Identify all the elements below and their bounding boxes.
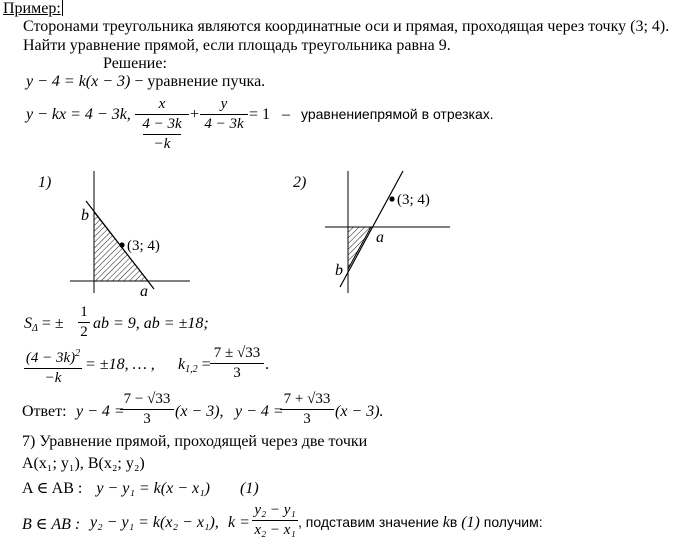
- k-subscript: 1,2: [185, 364, 198, 375]
- answer-label: Ответ:: [22, 403, 67, 420]
- b-k-equals: k =: [228, 514, 250, 531]
- points-ab: A(x₁; y₁), B(x₂; y₂): [22, 455, 145, 472]
- figure-1-point-label: (3; 4): [127, 238, 160, 254]
- answer-1-left: y − 4 =: [76, 403, 125, 420]
- section-7-heading: 7) Уравнение прямой, проходящей через две точки: [22, 433, 368, 450]
- pencil-description: − уравнение пучка.: [134, 73, 266, 90]
- answer-2-right: (x − 3).: [335, 403, 384, 420]
- k-numerator: 7 ± √33: [213, 345, 261, 361]
- answer-2-fraction: [280, 391, 334, 428]
- k-fraction: [210, 345, 264, 382]
- b-k-numerator: y₂ − y₁: [254, 502, 296, 518]
- answer-1-fraction: [120, 391, 174, 428]
- area-rest: ab = 9, ab = ±18;: [93, 315, 209, 332]
- answer-2-left: y − 4 =: [235, 403, 284, 420]
- figure-1-number: 1): [38, 174, 52, 191]
- sq-denominator: −k: [44, 370, 62, 386]
- answer-2-bar: [280, 409, 334, 410]
- answer-1-numerator: 7 − √33: [123, 391, 171, 407]
- fraction-x-inner-bar: [143, 134, 181, 135]
- problem-line-2: Найти уравнение прямой, если площадь треугольника равна 9.: [23, 37, 451, 54]
- half-fraction: [78, 304, 90, 341]
- text-cursor: [62, 0, 63, 16]
- sq-bar: [24, 368, 82, 369]
- figure-2-label-b: b: [335, 262, 343, 279]
- fraction-x-numerator: x: [158, 96, 166, 112]
- sq-fraction: [24, 345, 82, 387]
- b-tail-k: k: [442, 514, 450, 531]
- b-tail-ref: (1): [461, 514, 480, 531]
- b-tail-text: , подставим значение: [298, 514, 439, 530]
- a-in-ab-line: [22, 478, 259, 498]
- pencil-equation: y − 4 = k(x − 3): [26, 73, 131, 90]
- half-bar: [78, 322, 90, 323]
- answer-2-denominator: 3: [303, 411, 311, 427]
- fraction-x-inner-top: 4 − 3k: [142, 116, 182, 132]
- fraction-y-bar: [200, 114, 248, 115]
- b-tail-end: получим:: [483, 514, 543, 530]
- b-k-denominator: x₂ − x₁: [254, 522, 296, 538]
- half-denominator: 2: [80, 324, 88, 340]
- sq-numerator-text: (4 − 3k): [25, 350, 76, 366]
- b-k-bar: [252, 520, 298, 521]
- a-in-ab: A ∈ AB :: [22, 480, 83, 497]
- fraction-y-numerator: y: [220, 96, 228, 112]
- answer-1-denominator: 3: [143, 411, 151, 427]
- figure-2-triangle: [348, 227, 371, 269]
- heading: [3, 0, 63, 18]
- figure-2-point-label: (3; 4): [397, 192, 430, 208]
- k-period: .: [265, 356, 269, 373]
- k-denominator: 3: [233, 365, 241, 381]
- dash: –: [282, 106, 290, 123]
- figure-1-label-b: b: [81, 207, 89, 224]
- k-label: [178, 356, 211, 375]
- heading-text: Пример:: [3, 0, 61, 17]
- figure-2: [285, 165, 460, 300]
- figure-2-label-a: a: [376, 229, 384, 246]
- fraction-x-inner-bottom: −k: [153, 136, 171, 152]
- figure-2-point: [389, 196, 394, 201]
- solution-label: Решение:: [103, 55, 167, 72]
- sq-exponent: 2: [75, 348, 81, 359]
- sq-rest: = ±18, … ,: [85, 356, 155, 373]
- area-s: S: [24, 315, 32, 332]
- b-k-fraction: [252, 502, 298, 539]
- fraction-y-denominator: 4 − 3k: [204, 116, 244, 132]
- line-equation-left: y − kx = 4 − 3k,: [26, 106, 131, 123]
- b-tail: [298, 514, 543, 532]
- equals-one: = 1: [249, 106, 271, 123]
- figure-2-number: 2): [293, 174, 307, 191]
- k-equals: =: [201, 356, 211, 373]
- a-equation: y − y₁ = k(x − x₁): [96, 480, 210, 497]
- answer-2-numerator: 7 + √33: [283, 391, 331, 407]
- b-in-ab: B ∈ AB :: [22, 516, 81, 533]
- a-reference: (1): [240, 480, 259, 497]
- figure-1: [30, 165, 200, 300]
- problem-line-1: Сторонами треугольника являются координатные оси и прямая, проходящая через точку (3; 4).: [23, 18, 670, 35]
- k-letter: k: [178, 356, 186, 373]
- fraction-x-bar: [135, 114, 189, 115]
- area-lhs: [24, 315, 64, 334]
- area-subscript: Δ: [32, 323, 38, 334]
- figure-1-point: [119, 242, 124, 247]
- figure-1-label-a: a: [140, 283, 148, 300]
- segments-description: уравнениепрямой в отрезках.: [301, 106, 494, 122]
- half-numerator: 1: [80, 304, 88, 320]
- area-eq: = ±: [41, 315, 64, 332]
- k-bar: [210, 363, 264, 364]
- b-tail-in: в: [449, 514, 458, 530]
- pencil-equation-line: [26, 73, 265, 91]
- answer-1-bar: [120, 409, 174, 410]
- answer-1-right: (x − 3),: [175, 403, 224, 420]
- b-equation: y₂ − y₁ = k(x₂ − x₁),: [90, 514, 219, 531]
- fraction-x: [135, 96, 189, 153]
- plus-sign: +: [190, 106, 200, 123]
- sq-numerator: [24, 345, 82, 367]
- fraction-y: [200, 96, 248, 133]
